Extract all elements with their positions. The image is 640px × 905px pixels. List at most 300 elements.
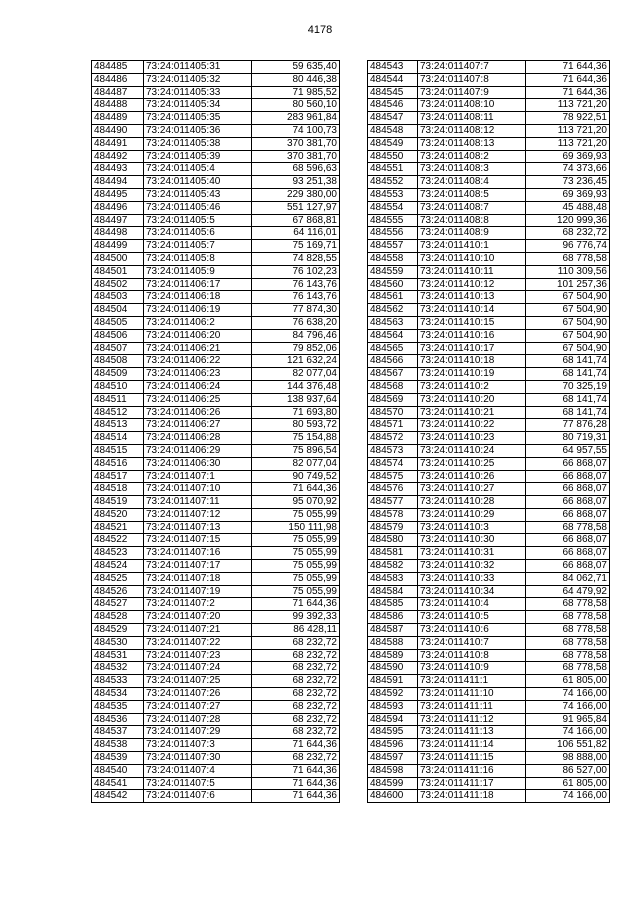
row-number-cell: 484510 [92,380,144,393]
value-cell: 68 141,74 [526,406,610,419]
row-number-cell: 484499 [92,240,144,253]
cadastral-number-cell: 73:24:011406:28 [144,432,252,445]
value-cell: 59 635,40 [252,61,340,74]
value-cell: 121 632,24 [252,355,340,368]
table-row [92,150,340,163]
cadastral-number-cell: 73:24:011406:17 [144,278,252,291]
value-cell: 68 778,58 [526,611,610,624]
row-number-cell: 484521 [92,521,144,534]
cadastral-number-cell: 73:24:011410:29 [418,508,526,521]
row-number-cell: 484567 [368,368,418,381]
row-number-cell: 484582 [368,560,418,573]
row-number-cell: 484575 [368,470,418,483]
cadastral-number-cell: 73:24:011406:22 [144,355,252,368]
row-number-cell: 484549 [368,137,418,150]
row-number-cell: 484538 [92,739,144,752]
cadastral-number-cell: 73:24:011410:21 [418,406,526,419]
table-row [92,777,340,790]
value-cell: 75 055,99 [252,572,340,585]
left-table-body [92,61,340,803]
value-cell: 74 166,00 [526,688,610,701]
row-number-cell: 484529 [92,624,144,637]
value-cell: 69 369,93 [526,150,610,163]
value-cell: 80 560,10 [252,99,340,112]
table-row [92,240,340,253]
table-row [92,457,340,470]
cadastral-number-cell: 73:24:011405:9 [144,265,252,278]
table-row [92,355,340,368]
cadastral-number-cell: 73:24:011405:6 [144,227,252,240]
cadastral-number-cell: 73:24:011410:19 [418,368,526,381]
row-number-cell: 484587 [368,624,418,637]
cadastral-number-cell: 73:24:011407:22 [144,636,252,649]
table-row [92,227,340,240]
table-row [368,150,610,163]
cadastral-number-cell: 73:24:011407:10 [144,483,252,496]
row-number-cell: 484523 [92,547,144,560]
value-cell: 70 325,19 [526,380,610,393]
table-row [368,662,610,675]
cadastral-number-cell: 73:24:011410:18 [418,355,526,368]
cadastral-number-cell: 73:24:011410:17 [418,342,526,355]
cadastral-number-cell: 73:24:011410:25 [418,457,526,470]
table-row [368,470,610,483]
value-cell: 86 527,00 [526,764,610,777]
cadastral-number-cell: 73:24:011406:30 [144,457,252,470]
cadastral-number-cell: 73:24:011405:34 [144,99,252,112]
row-number-cell: 484581 [368,547,418,560]
table-row [368,483,610,496]
value-cell: 74 373,66 [526,163,610,176]
value-cell: 98 888,00 [526,752,610,765]
cadastral-number-cell: 73:24:011405:35 [144,112,252,125]
table-row [92,291,340,304]
table-row [368,521,610,534]
row-number-cell: 484591 [368,675,418,688]
table-row [92,649,340,662]
row-number-cell: 484537 [92,726,144,739]
row-number-cell: 484512 [92,406,144,419]
value-cell: 93 251,38 [252,176,340,189]
value-cell: 75 055,99 [252,560,340,573]
value-cell: 68 141,74 [526,368,610,381]
table-row [92,176,340,189]
value-cell: 370 381,70 [252,150,340,163]
value-cell: 71 644,36 [526,86,610,99]
table-row [368,124,610,137]
cadastral-number-cell: 73:24:011408:13 [418,137,526,150]
value-cell: 69 369,93 [526,188,610,201]
table-row [368,508,610,521]
table-row [92,700,340,713]
table-row [368,636,610,649]
table-row [92,278,340,291]
cadastral-number-cell: 73:24:011407:7 [418,61,526,74]
row-number-cell: 484551 [368,163,418,176]
table-row [92,163,340,176]
table-row [92,483,340,496]
table-row [92,368,340,381]
value-cell: 113 721,20 [526,99,610,112]
cadastral-number-cell: 73:24:011410:34 [418,585,526,598]
table-row [368,252,610,265]
table-row [92,86,340,99]
table-row [92,393,340,406]
cadastral-number-cell: 73:24:011407:26 [144,688,252,701]
value-cell: 75 055,99 [252,508,340,521]
row-number-cell: 484485 [92,61,144,74]
row-number-cell: 484576 [368,483,418,496]
row-number-cell: 484489 [92,112,144,125]
cadastral-number-cell: 73:24:011406:26 [144,406,252,419]
row-number-cell: 484540 [92,764,144,777]
row-number-cell: 484600 [368,790,418,803]
value-cell: 86 428,11 [252,624,340,637]
table-row [368,61,610,74]
row-number-cell: 484517 [92,470,144,483]
table-row [92,188,340,201]
value-cell: 68 232,72 [252,688,340,701]
row-number-cell: 484563 [368,316,418,329]
value-cell: 82 077,04 [252,368,340,381]
cadastral-number-cell: 73:24:011407:25 [144,675,252,688]
cadastral-number-cell: 73:24:011410:11 [418,265,526,278]
row-number-cell: 484516 [92,457,144,470]
table-row [92,585,340,598]
row-number-cell: 484583 [368,572,418,585]
value-cell: 90 749,52 [252,470,340,483]
cadastral-number-cell: 73:24:011410:24 [418,444,526,457]
value-cell: 76 102,23 [252,265,340,278]
value-cell: 71 644,36 [252,777,340,790]
value-cell: 66 868,07 [526,496,610,509]
cadastral-number-cell: 73:24:011407:2 [144,598,252,611]
value-cell: 68 232,72 [252,700,340,713]
cadastral-number-cell: 73:24:011407:28 [144,713,252,726]
value-cell: 74 166,00 [526,700,610,713]
cadastral-number-cell: 73:24:011406:27 [144,419,252,432]
value-cell: 45 488,48 [526,201,610,214]
row-number-cell: 484528 [92,611,144,624]
row-number-cell: 484518 [92,483,144,496]
cadastral-number-cell: 73:24:011407:4 [144,764,252,777]
table-row [92,265,340,278]
table-row [368,585,610,598]
value-cell: 71 644,36 [526,73,610,86]
value-cell: 64 116,01 [252,227,340,240]
table-row [92,304,340,317]
row-number-cell: 484524 [92,560,144,573]
row-number-cell: 484585 [368,598,418,611]
table-row [92,406,340,419]
table-row [368,649,610,662]
row-number-cell: 484526 [92,585,144,598]
value-cell: 71 644,36 [526,61,610,74]
value-cell: 68 778,58 [526,598,610,611]
cadastral-number-cell: 73:24:011405:40 [144,176,252,189]
cadastral-number-cell: 73:24:011410:6 [418,624,526,637]
row-number-cell: 484497 [92,214,144,227]
cadastral-number-cell: 73:24:011407:19 [144,585,252,598]
value-cell: 75 055,99 [252,534,340,547]
table-row [92,252,340,265]
table-row [92,688,340,701]
value-cell: 110 309,56 [526,265,610,278]
row-number-cell: 484555 [368,214,418,227]
table-row [368,329,610,342]
row-number-cell: 484579 [368,521,418,534]
value-cell: 67 504,90 [526,316,610,329]
cadastral-number-cell: 73:24:011407:9 [418,86,526,99]
row-number-cell: 484495 [92,188,144,201]
value-cell: 68 232,72 [252,713,340,726]
value-cell: 75 055,99 [252,547,340,560]
cadastral-number-cell: 73:24:011405:38 [144,137,252,150]
row-number-cell: 484547 [368,112,418,125]
row-number-cell: 484541 [92,777,144,790]
value-cell: 68 232,72 [252,662,340,675]
row-number-cell: 484534 [92,688,144,701]
row-number-cell: 484571 [368,419,418,432]
cadastral-number-cell: 73:24:011407:17 [144,560,252,573]
value-cell: 74 166,00 [526,790,610,803]
cadastral-number-cell: 73:24:011405:36 [144,124,252,137]
cadastral-number-cell: 73:24:011410:8 [418,649,526,662]
row-number-cell: 484508 [92,355,144,368]
cadastral-number-cell: 73:24:011408:7 [418,201,526,214]
cadastral-number-cell: 73:24:011411:11 [418,700,526,713]
value-cell: 79 852,06 [252,342,340,355]
value-cell: 120 999,36 [526,214,610,227]
table-row [92,124,340,137]
value-cell: 150 111,98 [252,521,340,534]
cadastral-number-cell: 73:24:011410:5 [418,611,526,624]
value-cell: 84 796,46 [252,329,340,342]
table-row [368,355,610,368]
row-number-cell: 484570 [368,406,418,419]
cadastral-number-cell: 73:24:011405:8 [144,252,252,265]
cadastral-number-cell: 73:24:011407:11 [144,496,252,509]
row-number-cell: 484530 [92,636,144,649]
row-number-cell: 484554 [368,201,418,214]
value-cell: 66 868,07 [526,470,610,483]
table-row [368,560,610,573]
table-row [368,790,610,803]
cadastral-number-cell: 73:24:011405:32 [144,73,252,86]
cadastral-number-cell: 73:24:011410:12 [418,278,526,291]
cadastral-number-cell: 73:24:011406:25 [144,393,252,406]
row-number-cell: 484561 [368,291,418,304]
value-cell: 68 232,72 [252,675,340,688]
cadastral-number-cell: 73:24:011405:4 [144,163,252,176]
table-row [92,764,340,777]
table-row [368,547,610,560]
table-row [368,393,610,406]
cadastral-number-cell: 73:24:011405:39 [144,150,252,163]
value-cell: 73 236,45 [526,176,610,189]
cadastral-number-cell: 73:24:011410:4 [418,598,526,611]
value-cell: 68 596,63 [252,163,340,176]
cadastral-number-cell: 73:24:011408:3 [418,163,526,176]
cadastral-number-cell: 73:24:011407:20 [144,611,252,624]
row-number-cell: 484535 [92,700,144,713]
table-row [368,624,610,637]
table-row [92,713,340,726]
cadastral-number-cell: 73:24:011406:20 [144,329,252,342]
cadastral-number-cell: 73:24:011407:21 [144,624,252,637]
cadastral-number-cell: 73:24:011407:1 [144,470,252,483]
row-number-cell: 484552 [368,176,418,189]
table-row [368,713,610,726]
page-number: 4178 [307,24,333,36]
cadastral-number-cell: 73:24:011410:23 [418,432,526,445]
value-cell: 551 127,97 [252,201,340,214]
cadastral-number-cell: 73:24:011410:15 [418,316,526,329]
value-cell: 144 376,48 [252,380,340,393]
table-row [92,598,340,611]
table-row [368,112,610,125]
value-cell: 78 922,51 [526,112,610,125]
row-number-cell: 484558 [368,252,418,265]
row-number-cell: 484533 [92,675,144,688]
table-row [368,368,610,381]
row-number-cell: 484562 [368,304,418,317]
row-number-cell: 484505 [92,316,144,329]
row-number-cell: 484564 [368,329,418,342]
value-cell: 68 778,58 [526,662,610,675]
row-number-cell: 484569 [368,393,418,406]
value-cell: 96 776,74 [526,240,610,253]
value-cell: 66 868,07 [526,508,610,521]
cadastral-number-cell: 73:24:011410:10 [418,252,526,265]
row-number-cell: 484542 [92,790,144,803]
table-row [368,240,610,253]
table-row [92,636,340,649]
value-cell: 106 551,82 [526,739,610,752]
value-cell: 64 957,55 [526,444,610,457]
value-cell: 77 874,30 [252,304,340,317]
row-number-cell: 484584 [368,585,418,598]
row-number-cell: 484515 [92,444,144,457]
row-number-cell: 484572 [368,432,418,445]
cadastral-number-cell: 73:24:011410:22 [418,419,526,432]
row-number-cell: 484577 [368,496,418,509]
row-number-cell: 484553 [368,188,418,201]
cadastral-number-cell: 73:24:011410:20 [418,393,526,406]
cadastral-number-cell: 73:24:011407:13 [144,521,252,534]
table-row [92,137,340,150]
row-number-cell: 484599 [368,777,418,790]
value-cell: 67 504,90 [526,342,610,355]
value-cell: 68 778,58 [526,624,610,637]
value-cell: 113 721,20 [526,124,610,137]
cadastral-number-cell: 73:24:011410:33 [418,572,526,585]
row-number-cell: 484527 [92,598,144,611]
left-register-table [91,60,340,803]
row-number-cell: 484592 [368,688,418,701]
value-cell: 76 638,20 [252,316,340,329]
row-number-cell: 484490 [92,124,144,137]
cadastral-number-cell: 73:24:011411:18 [418,790,526,803]
cadastral-number-cell: 73:24:011406:21 [144,342,252,355]
value-cell: 91 965,84 [526,713,610,726]
table-row [368,700,610,713]
row-number-cell: 484593 [368,700,418,713]
cadastral-number-cell: 73:24:011410:7 [418,636,526,649]
value-cell: 66 868,07 [526,534,610,547]
value-cell: 68 141,74 [526,393,610,406]
value-cell: 68 778,58 [526,636,610,649]
table-row [92,73,340,86]
cadastral-number-cell: 73:24:011407:16 [144,547,252,560]
row-number-cell: 484520 [92,508,144,521]
table-row [368,214,610,227]
cadastral-number-cell: 73:24:011407:8 [418,73,526,86]
row-number-cell: 484586 [368,611,418,624]
table-row [92,534,340,547]
row-number-cell: 484560 [368,278,418,291]
table-row [92,496,340,509]
row-number-cell: 484504 [92,304,144,317]
value-cell: 80 719,31 [526,432,610,445]
cadastral-number-cell: 73:24:011411:17 [418,777,526,790]
row-number-cell: 484573 [368,444,418,457]
table-row [92,470,340,483]
value-cell: 68 232,72 [252,752,340,765]
cadastral-number-cell: 73:24:011407:30 [144,752,252,765]
row-number-cell: 484557 [368,240,418,253]
value-cell: 68 778,58 [526,521,610,534]
row-number-cell: 484594 [368,713,418,726]
value-cell: 77 876,28 [526,419,610,432]
row-number-cell: 484536 [92,713,144,726]
value-cell: 76 143,76 [252,291,340,304]
table-row [92,624,340,637]
cadastral-number-cell: 73:24:011410:1 [418,240,526,253]
table-row [368,99,610,112]
row-number-cell: 484556 [368,227,418,240]
table-row [92,201,340,214]
row-number-cell: 484566 [368,355,418,368]
table-row [92,99,340,112]
table-row [368,227,610,240]
value-cell: 66 868,07 [526,483,610,496]
row-number-cell: 484589 [368,649,418,662]
row-number-cell: 484503 [92,291,144,304]
cadastral-number-cell: 73:24:011408:12 [418,124,526,137]
cadastral-number-cell: 73:24:011407:18 [144,572,252,585]
row-number-cell: 484590 [368,662,418,675]
cadastral-number-cell: 73:24:011408:5 [418,188,526,201]
cadastral-number-cell: 73:24:011410:27 [418,483,526,496]
row-number-cell: 484568 [368,380,418,393]
value-cell: 67 504,90 [526,304,610,317]
row-number-cell: 484487 [92,86,144,99]
table-row [368,278,610,291]
cadastral-number-cell: 73:24:011411:16 [418,764,526,777]
value-cell: 138 937,64 [252,393,340,406]
value-cell: 67 504,90 [526,329,610,342]
row-number-cell: 484580 [368,534,418,547]
table-row [368,163,610,176]
cadastral-number-cell: 73:24:011407:23 [144,649,252,662]
row-number-cell: 484511 [92,393,144,406]
table-row [368,572,610,585]
cadastral-number-cell: 73:24:011410:31 [418,547,526,560]
row-number-cell: 484578 [368,508,418,521]
cadastral-number-cell: 73:24:011407:3 [144,739,252,752]
table-row [92,61,340,74]
